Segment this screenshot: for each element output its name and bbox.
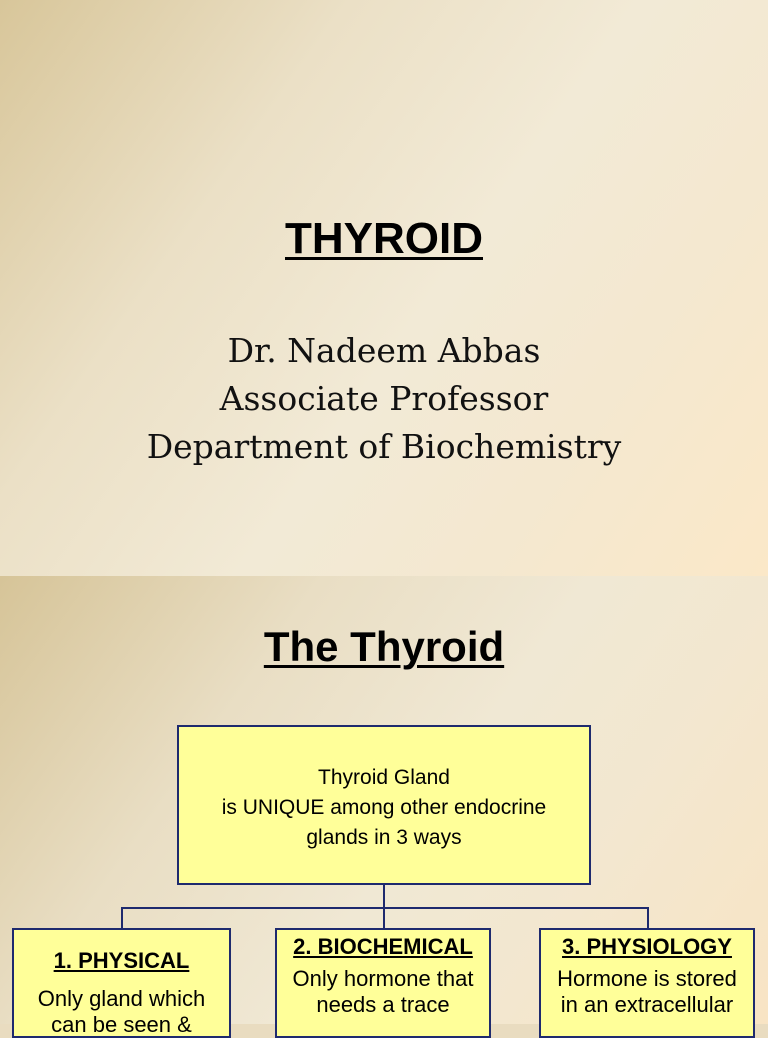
box-line: in an extracellular (560, 992, 734, 1017)
author-department: Department of Biochemistry (146, 427, 622, 466)
connector-vertical-right (647, 907, 649, 928)
box-line: Only gland which (37, 986, 206, 1011)
box-heading: 3. PHYSIOLOGY (562, 934, 732, 959)
physical-box (12, 928, 231, 1038)
connector-vertical-middle (383, 907, 385, 928)
connector-horizontal (121, 907, 649, 909)
box-line: Thyroid Gland (318, 766, 450, 789)
slide-title: The Thyroid (263, 623, 505, 670)
author-position: Associate Professor (219, 379, 549, 418)
connector-vertical-left (121, 907, 123, 928)
box-heading: 2. BIOCHEMICAL (293, 934, 473, 959)
biochemical-box (275, 928, 491, 1038)
box-line: needs a trace (316, 992, 450, 1017)
connector-vertical-main (383, 885, 385, 908)
thyroid-gland-box (177, 725, 591, 885)
box-line: Only hormone that (292, 966, 474, 991)
content-slide (0, 576, 768, 1037)
box-heading: 1. PHYSICAL (53, 948, 190, 973)
author-name: Dr. Nadeem Abbas (227, 331, 541, 370)
slide-title: THYROID (285, 214, 483, 263)
box-line: Hormone is stored (557, 966, 737, 991)
box-line: can be seen & (51, 1012, 192, 1037)
box-line: is UNIQUE among other endocrine (221, 796, 547, 819)
physiology-box (539, 928, 755, 1038)
box-line: glands in 3 ways (306, 826, 462, 849)
